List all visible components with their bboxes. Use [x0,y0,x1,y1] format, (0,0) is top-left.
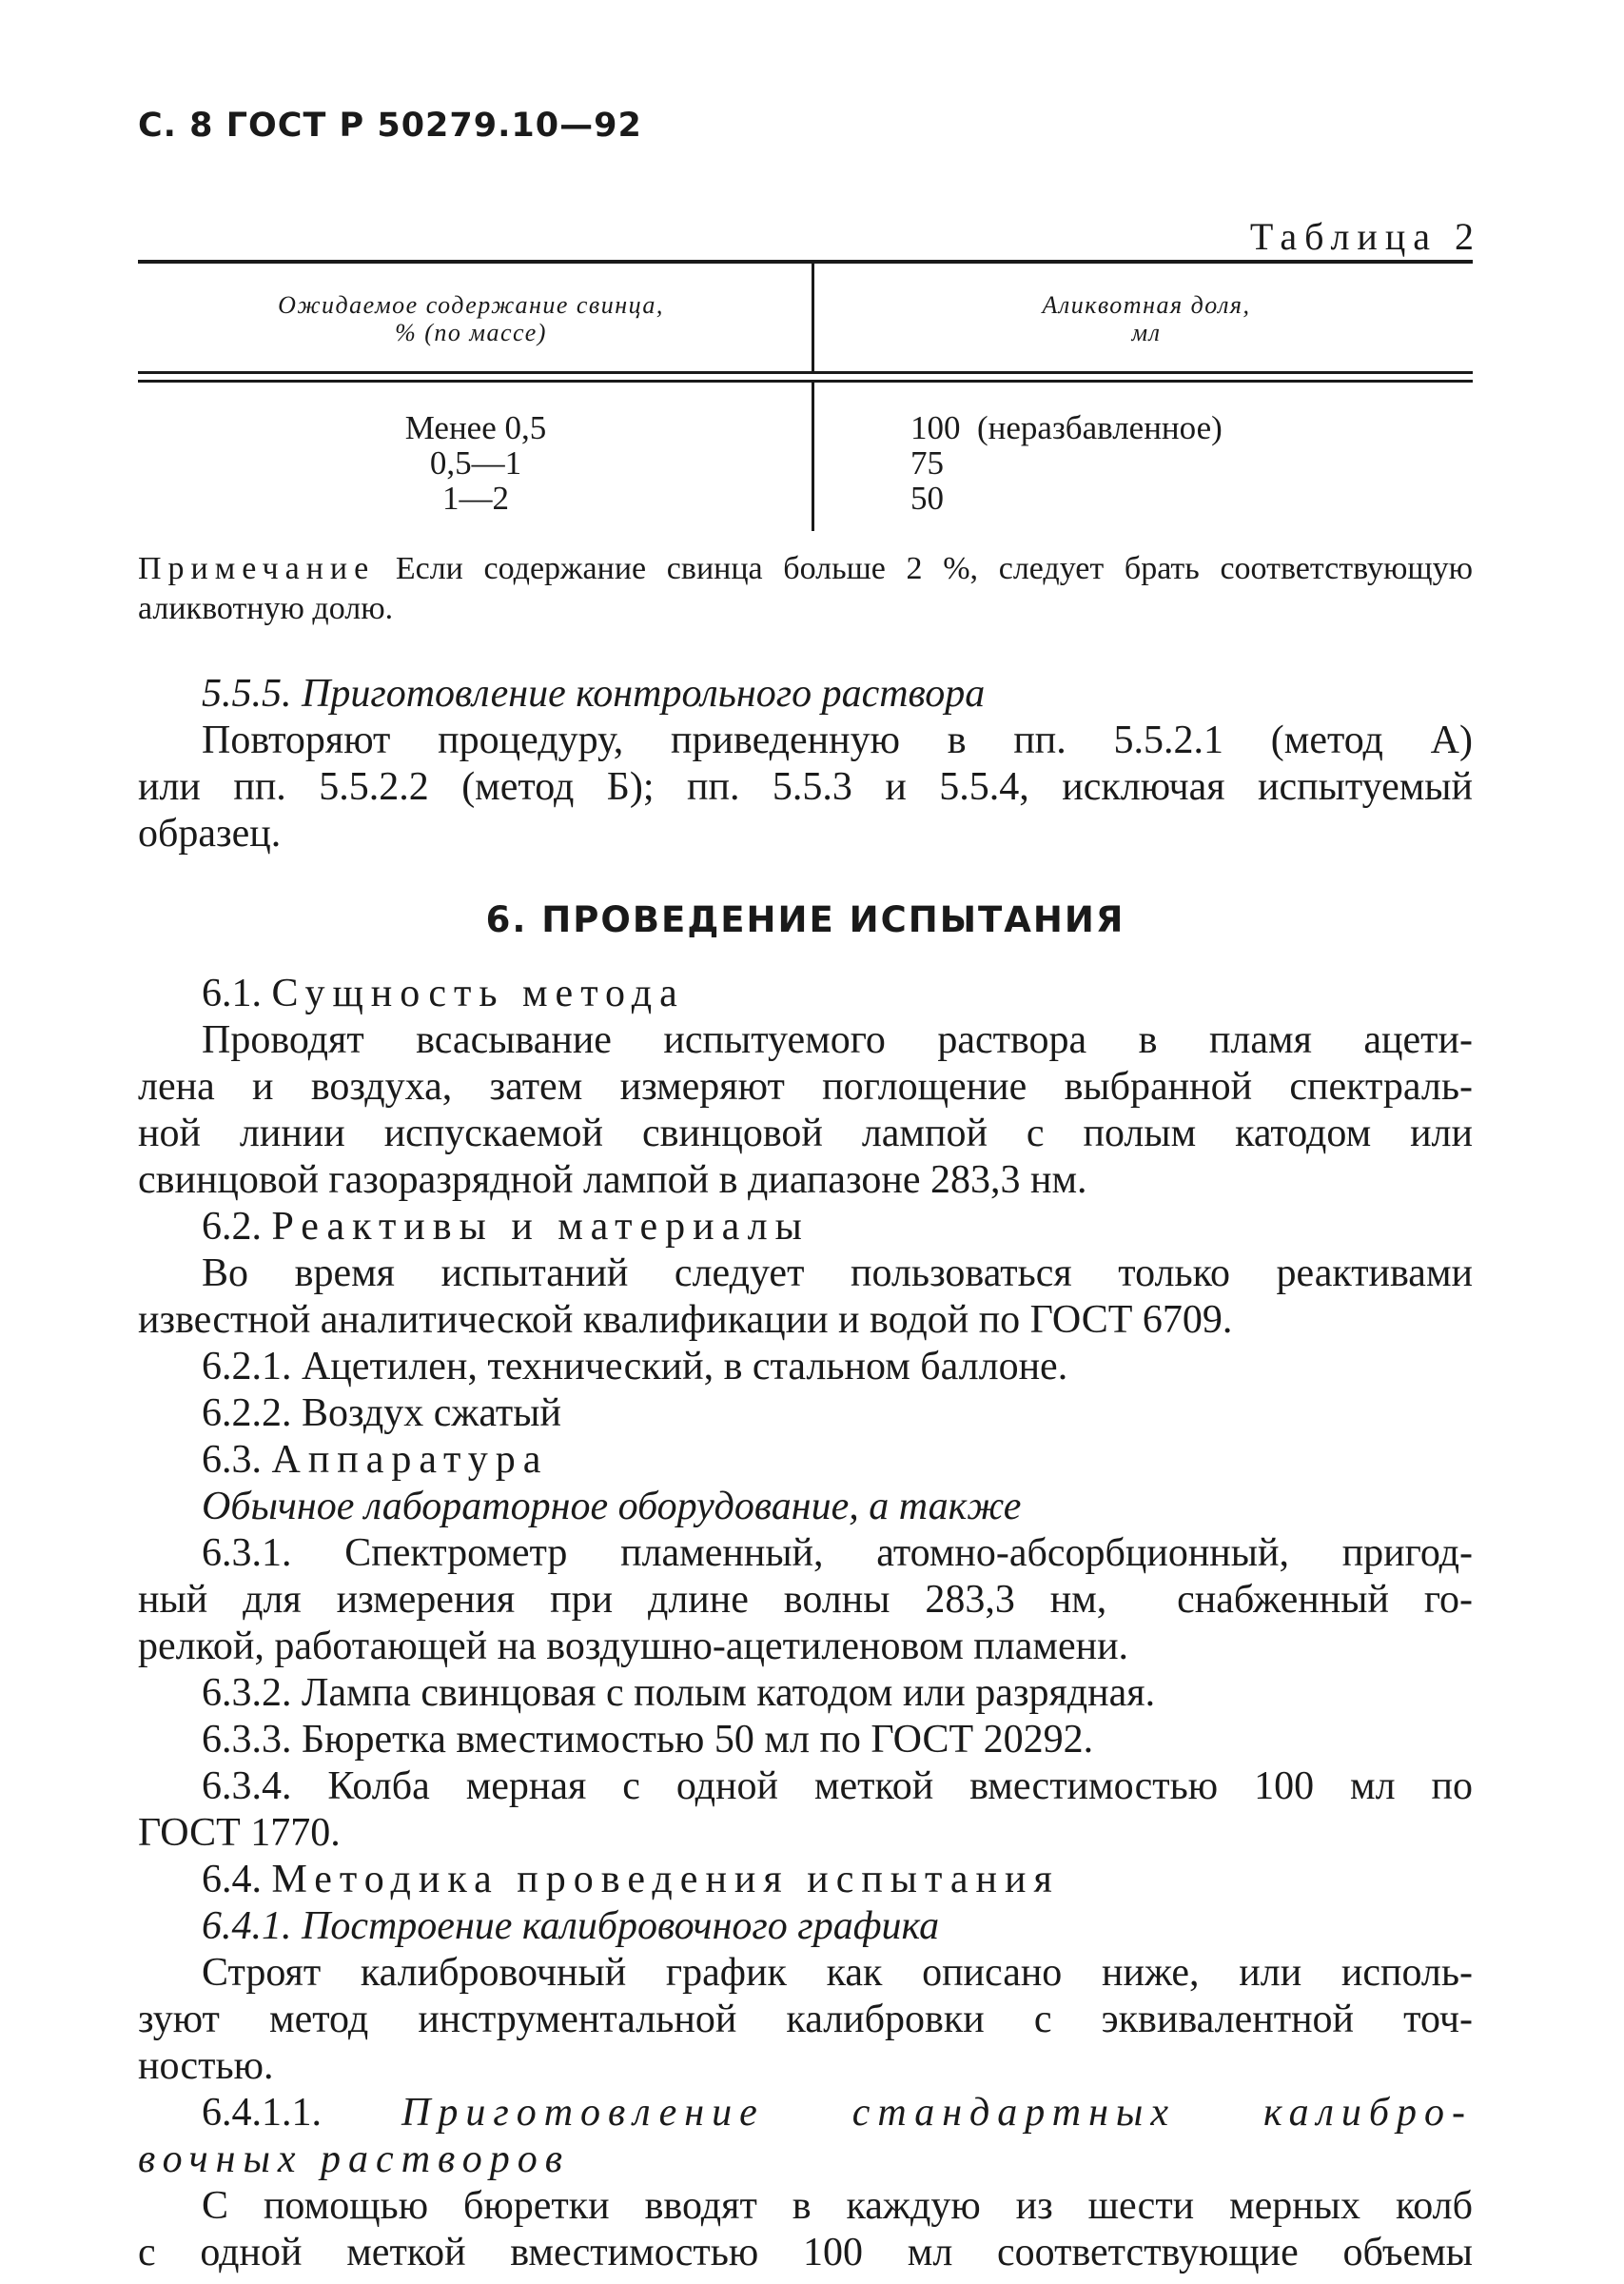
table-header-rule-2 [138,380,1473,383]
table-column-divider [812,264,814,371]
table-cell: 1—2 [442,480,509,517]
subsection-heading: 6.1. Сущность метода [202,972,685,1015]
table-header-aliquot: Аликвотная доля, мл [1042,291,1251,346]
subsection-heading: 6.4.1.1. Приготовление стандартных калибро- [202,2091,1473,2135]
paragraph-line: с одной меткой вместимостью 100 мл соответствующие объемы [138,2231,1473,2274]
paragraph-line: образец. [138,812,282,856]
table-column-aliquot [910,410,1481,516]
note-text: Если содержание свинца больше 2 %, следует брать соответствующую аликвотную долю. [138,551,1473,626]
section-title: 6. ПРОВЕДЕНИЕ ИСПЫТАНИЯ [485,899,1125,940]
subsection-heading: 6.4. Методика проведения испытания [202,1858,1060,1901]
paragraph-line: С помощью бюретки вводят в каждую из шести мерных колб [202,2184,1473,2228]
table-header-lead-content: Ожидаемое содержание свинца, % (по массе) [278,291,664,346]
table-cell: Менее 0,5 [404,409,547,446]
paragraph-line: Во время испытаний следует пользоваться только реактивами [202,1251,1473,1295]
paragraph-line: Обычное лабораторное оборудование, а также [202,1485,1022,1528]
section-5-5-5 [138,671,1473,857]
page-header: С. 8 ГОСТ Р 50279.10—92 [138,107,642,145]
paragraph-line: ГОСТ 1770. [138,1811,341,1855]
list-item: 6.3.4. Колба мерная с одной меткой вместимостью 100 мл по [202,1764,1473,1808]
list-item: 6.2.2. Воздух сжатый [202,1391,561,1435]
paragraph-line: лена и воздуха, затем измеряют поглощение выбранной спектраль- [138,1065,1473,1109]
subsection-heading: 6.3. Аппаратура [202,1438,549,1482]
section-6-body [138,971,1473,2276]
table-cell: 0,5—1 [429,444,522,482]
table-header-rule-1 [138,371,1473,374]
subsection-heading: 6.2. Реактивы и материалы [202,1205,810,1249]
paragraph-line: Повторяют процедуру, приведенную в пп. 5.5.2.1 (метод А) [202,719,1473,762]
list-item: 6.3.3. Бюретка вместимостью 50 мл по ГОСТ 20292. [202,1718,1094,1762]
subsection-heading: 6.4.1. Построение калибровочного графика [202,1904,940,1948]
paragraph-line: зуют метод инструментальной калибровки с эквивалентной точ- [138,1998,1473,2041]
table-column-lead-content [328,410,623,516]
table-cell: 100 (неразбавленное) [910,409,1223,446]
table-note [138,549,1473,629]
table-cell: 50 [910,480,944,517]
table-cell: 75 [910,444,944,482]
list-item: 6.2.1. Ацетилен, технический, в стальном баллоне. [202,1345,1068,1388]
subsection-heading: вочных растворов [138,2137,570,2181]
paragraph-line: релкой, работающей на воздушно-ацетиленовом пламени. [138,1624,1129,1668]
paragraph-line: Проводят всасывание испытуемого раствора в пламя ацети- [202,1018,1473,1062]
list-item: 6.3.2. Лампа свинцовая с полым катодом или разрядная. [202,1671,1156,1715]
paragraph-line: ный для измерения при длине волны 283,3 нм, снабженный го- [138,1578,1473,1622]
list-item: 6.3.1. Спектрометр пламенный, атомно-абсорбционный, пригод- [202,1531,1473,1575]
paragraph-line: Строят калибровочный график как описано ниже, или исполь- [202,1951,1473,1995]
paragraph-line: свинцовой газоразрядной лампой в диапазоне 283,3 нм. [138,1158,1087,1202]
paragraph-line: ной линии испускаемой свинцовой лампой с полым катодом или [138,1112,1473,1155]
subsection-heading: 5.5.5. Приготовление контрольного раствора [202,672,986,716]
table-top-rule [138,260,1473,264]
table-column-divider [812,383,814,531]
table-2 [138,260,1473,531]
note-label: Примечание [138,551,376,586]
paragraph-line: ностью. [138,2044,274,2088]
paragraph-line: или пп. 5.5.2.2 (метод Б); пп. 5.5.3 и 5.5.4, исключая испытуемый [138,765,1473,809]
table-caption: Таблица 2 [1249,215,1481,258]
paragraph-line: известной аналитической квалификации и водой по ГОСТ 6709. [138,1298,1233,1342]
